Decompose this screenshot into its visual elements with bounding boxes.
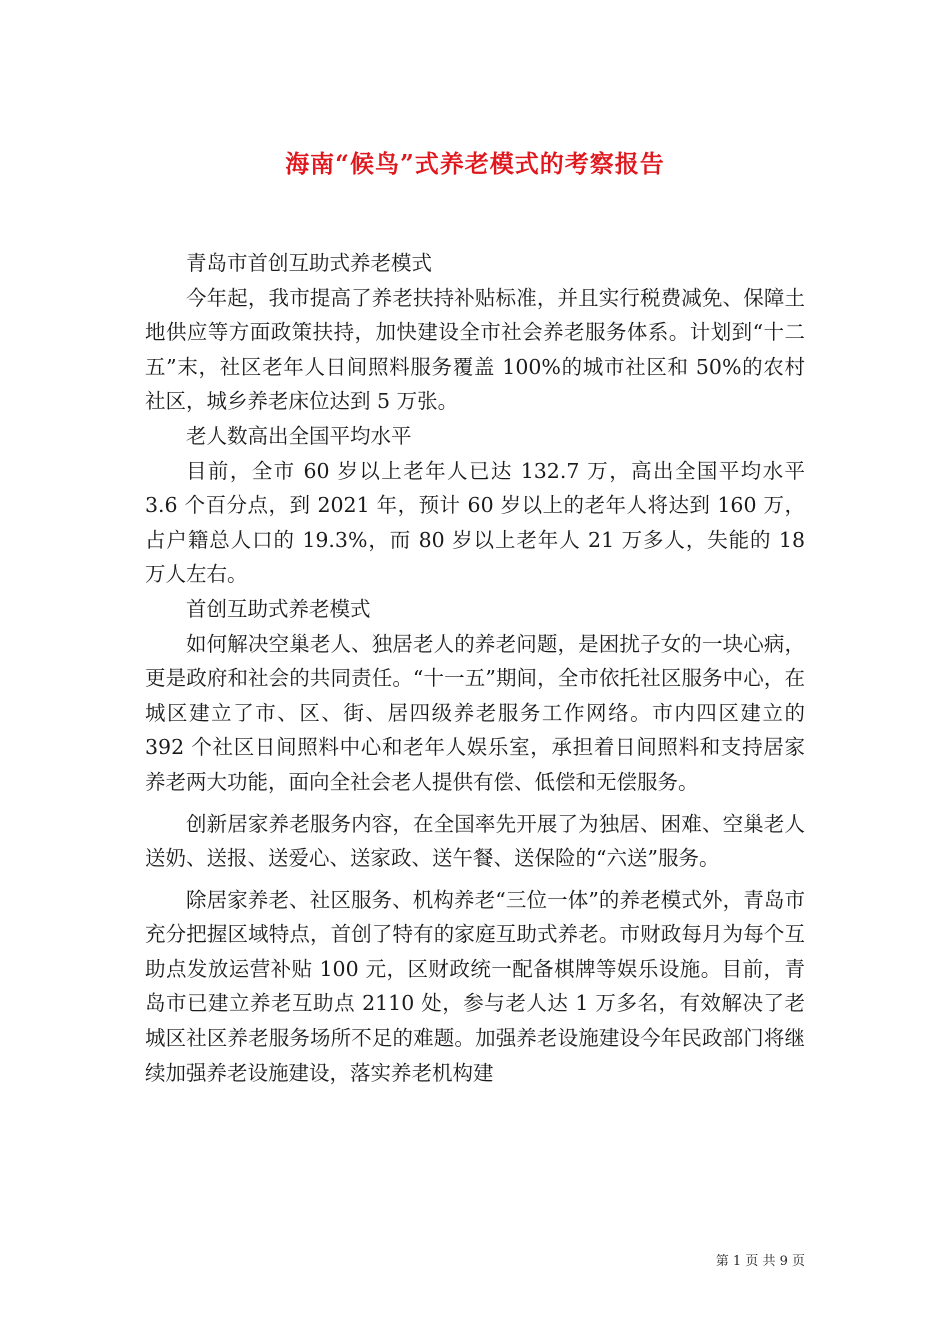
section-heading: 首创互助式养老模式 <box>186 596 371 621</box>
paragraph: 今年起，我市提高了养老扶持补贴标准，并且实行税费减免、保障土地供应等方面政策扶持，加快建设全市社会养老服务体系。计划到“十二五”末，社区老年人日间照料服务覆盖 100%的城市社区和 50%的农村社区，城乡养老床位达到 5 万张。 <box>145 285 805 414</box>
paragraph: 除居家养老、社区服务、机构养老“三位一体”的养老模式外，青岛市充分把握区域特点，首创了特有的家庭互助式养老。市财政每月为每个互助点发放运营补贴 100 元，区财政统一配备棋牌等娱乐设施。目前，青岛市已建立养老互助点 2110 处，参与老人达 1 万多名，有效解决了老城区社区养老服务场所不足的难题。加强养老设施建设今年民政部门将继续加强养老设施建设，落实养老机构建 <box>145 887 805 1085</box>
paragraph: 目前，全市 60 岁以上老年人已达 132.7 万，高出全国平均水平 3.6 个百分点，到 2021 年，预计 60 岁以上的老年人将达到 160 万，占户籍总人口的 19.3%，而 80 岁以上老年人 21 万多人，失能的 18 万人左右。 <box>145 458 805 587</box>
section-heading: 青岛市首创互助式养老模式 <box>186 251 432 275</box>
document-body <box>145 246 805 1090</box>
paragraph: 创新居家养老服务内容，在全国率先开展了为独居、困难、空巢老人送奶、送报、送爱心、送家政、送午餐、送保险的“六送”服务。 <box>145 811 805 871</box>
document-title: 海南“候鸟”式养老模式的考察报告 <box>285 149 665 179</box>
section-heading: 老人数高出全国平均水平 <box>186 423 412 448</box>
page-number: 第 1 页 共 9 页 <box>715 1254 805 1269</box>
paragraph: 如何解决空巢老人、独居老人的养老问题，是困扰子女的一块心病，更是政府和社会的共同责任。“十一五”期间，全市依托社区服务中心，在城区建立了市、区、街、居四级养老服务工作网络。市内四区建立的 392 个社区日间照料中心和老年人娱乐室，承担着日间照料和支持居家养老两大功能，面向全社会老人提供有偿、低偿和无偿服务。 <box>145 631 805 794</box>
